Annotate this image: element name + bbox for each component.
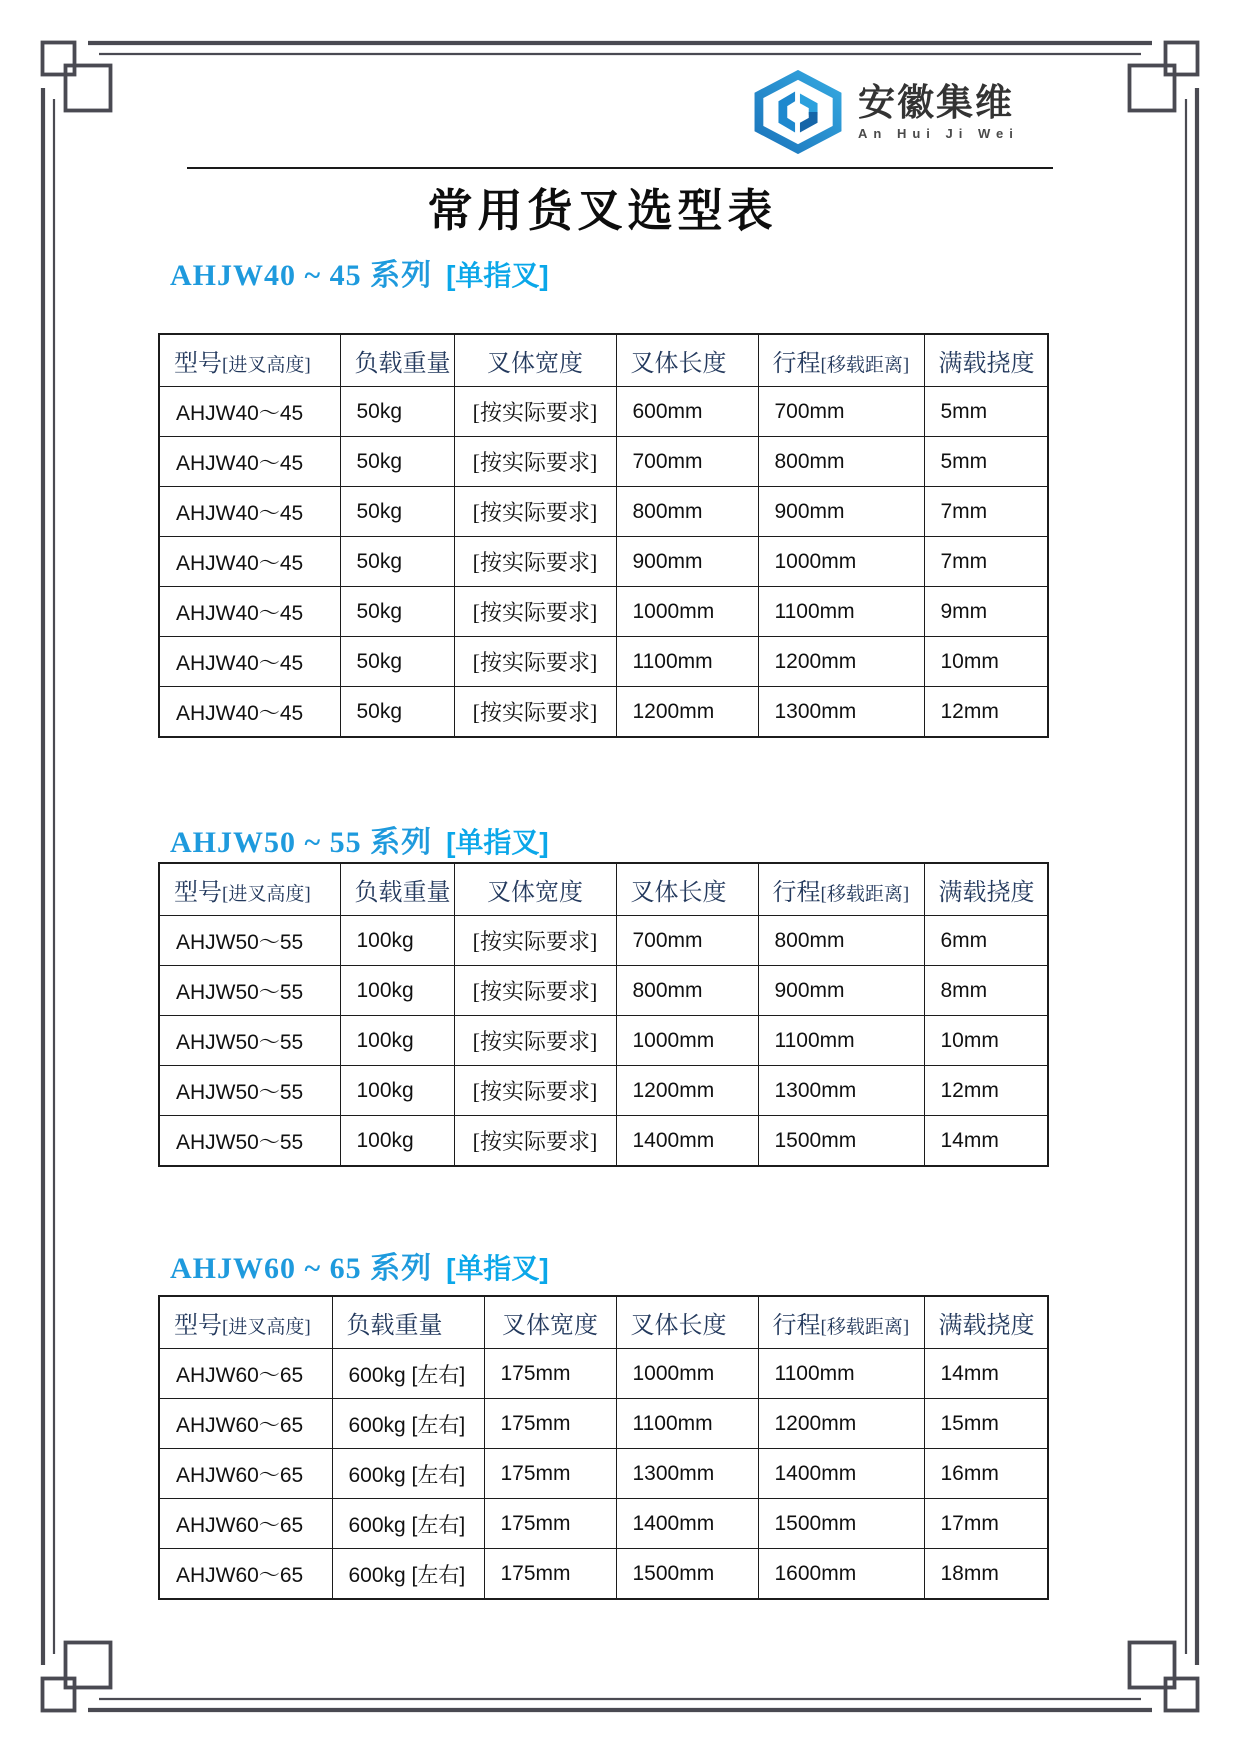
column-header-note: [进叉高度] (222, 355, 311, 376)
table-cell: 600kg [左右] (332, 1449, 484, 1499)
table-cell: [按实际要求] (454, 966, 616, 1016)
column-header-label: 型号 (174, 880, 222, 906)
table-cell: 14mm (924, 1116, 1048, 1167)
table-row (159, 387, 1048, 437)
table-cell: 100kg (340, 1016, 454, 1066)
column-header-label: 满载挠度 (938, 1313, 1035, 1339)
table-cell: AHJW60～65 (159, 1349, 332, 1399)
table-cell: 1100mm (758, 1016, 924, 1066)
table-cell: [按实际要求] (454, 687, 616, 738)
column-header (616, 863, 758, 916)
header-divider (187, 167, 1053, 169)
table-cell: 175mm (484, 1349, 616, 1399)
table-cell: 12mm (924, 1066, 1048, 1116)
table-cell: AHJW60～65 (159, 1549, 332, 1600)
table-cell: 800mm (758, 437, 924, 487)
table-cell: 175mm (484, 1399, 616, 1449)
table-cell: 7mm (924, 487, 1048, 537)
table-cell: 900mm (616, 537, 758, 587)
table-cell: [按实际要求] (454, 637, 616, 687)
table-cell: [按实际要求] (454, 387, 616, 437)
table-header-row (159, 1296, 1048, 1349)
table-cell: 700mm (758, 387, 924, 437)
column-header-label: 叉体宽度 (487, 880, 583, 906)
fork-type-tag: [单指叉] (446, 827, 549, 858)
column-header-note: [移载距离] (820, 355, 910, 376)
column-header (340, 863, 454, 916)
column-header (159, 1296, 332, 1349)
table-cell: 1000mm (616, 1016, 758, 1066)
company-name: 安徽集维 (858, 82, 1014, 124)
table-cell: 1400mm (616, 1116, 758, 1167)
column-header (924, 1296, 1048, 1349)
fork-type-tag: [单指叉] (446, 1253, 549, 1284)
table-cell: [按实际要求] (454, 1116, 616, 1167)
table-cell: AHJW50～55 (159, 916, 340, 966)
table-cell: 1100mm (758, 1349, 924, 1399)
table-cell: 100kg (340, 966, 454, 1016)
column-header-label: 型号 (174, 351, 222, 377)
table-cell: 1100mm (616, 1399, 758, 1449)
table-row (159, 1399, 1048, 1449)
table-cell: AHJW50～55 (159, 1116, 340, 1167)
table-cell: 18mm (924, 1549, 1048, 1600)
table-cell: AHJW60～65 (159, 1449, 332, 1499)
column-header (159, 334, 340, 387)
column-header (340, 334, 454, 387)
column-header-note: [进叉高度] (222, 884, 311, 905)
column-header-label: 叉体长度 (630, 1313, 727, 1339)
table-cell: 700mm (616, 916, 758, 966)
page-title: 常用货叉选型表 (427, 185, 778, 236)
table-cell: 17mm (924, 1499, 1048, 1549)
table-cell: [按实际要求] (454, 437, 616, 487)
table-cell: AHJW40～45 (159, 587, 340, 637)
column-header-label: 行程 (772, 351, 821, 377)
table-cell: 8mm (924, 966, 1048, 1016)
table-cell: 12mm (924, 687, 1048, 738)
table-cell: 50kg (340, 487, 454, 537)
table-cell: [按实际要求] (454, 916, 616, 966)
table-cell: [按实际要求] (454, 487, 616, 537)
company-name-pinyin: An Hui Ji Wei (858, 125, 1019, 141)
column-header (758, 863, 924, 916)
table-header-row (159, 863, 1048, 916)
column-header-label: 负载重量 (354, 880, 451, 906)
series-name: AHJW40 ~ 45 系列 (170, 259, 433, 292)
spec-table-ahjw60-65 (158, 1295, 1049, 1600)
table-row (159, 1499, 1048, 1549)
table-cell: 600kg [左右] (332, 1499, 484, 1549)
table-row (159, 1449, 1048, 1499)
company-logo (748, 70, 1019, 154)
table-cell: 1200mm (758, 1399, 924, 1449)
table-cell: 6mm (924, 916, 1048, 966)
table-cell: 600kg [左右] (332, 1349, 484, 1399)
table-row (159, 637, 1048, 687)
column-header (484, 1296, 616, 1349)
column-header-note: [进叉高度] (222, 1317, 311, 1338)
table-cell: 50kg (340, 437, 454, 487)
table-cell: 800mm (616, 966, 758, 1016)
table-cell: 100kg (340, 1066, 454, 1116)
fork-type-tag: [单指叉] (446, 260, 549, 291)
table-cell: 7mm (924, 537, 1048, 587)
table-cell: 10mm (924, 637, 1048, 687)
table-row (159, 437, 1048, 487)
table-cell: 1200mm (616, 1066, 758, 1116)
column-header-label: 行程 (772, 1313, 821, 1339)
column-header (616, 334, 758, 387)
table-cell: AHJW40～45 (159, 487, 340, 537)
table-cell: 175mm (484, 1549, 616, 1600)
column-header (159, 863, 340, 916)
table-cell: 175mm (484, 1449, 616, 1499)
table-cell: 1600mm (758, 1549, 924, 1600)
series-name: AHJW50 ~ 55 系列 (170, 826, 433, 859)
column-header-label: 叉体长度 (630, 351, 727, 377)
table-cell: 1000mm (758, 537, 924, 587)
table-row (159, 587, 1048, 637)
column-header (454, 334, 616, 387)
table-cell: AHJW40～45 (159, 437, 340, 487)
table-cell: 9mm (924, 587, 1048, 637)
column-header (758, 334, 924, 387)
table-row (159, 1116, 1048, 1167)
table-cell: AHJW40～45 (159, 637, 340, 687)
table-row (159, 487, 1048, 537)
table-cell: 50kg (340, 387, 454, 437)
table-cell: 175mm (484, 1499, 616, 1549)
table-cell: 1300mm (616, 1449, 758, 1499)
table-cell: 14mm (924, 1349, 1048, 1399)
table-cell: 1300mm (758, 687, 924, 738)
table-row (159, 1066, 1048, 1116)
table-row (159, 916, 1048, 966)
company-logo-icon (748, 70, 848, 154)
table-cell: 1100mm (616, 637, 758, 687)
table-row (159, 1349, 1048, 1399)
table-cell: 15mm (924, 1399, 1048, 1449)
table-cell: 1500mm (758, 1499, 924, 1549)
table-cell: 800mm (758, 916, 924, 966)
table-cell: 100kg (340, 1116, 454, 1167)
column-header-label: 叉体宽度 (487, 351, 583, 377)
table-cell: 1500mm (758, 1116, 924, 1167)
table-cell: 10mm (924, 1016, 1048, 1066)
table-cell: 5mm (924, 387, 1048, 437)
column-header (454, 863, 616, 916)
section-heading-ahjw40-45 (170, 250, 549, 294)
table-cell: 600kg [左右] (332, 1549, 484, 1600)
table-cell: 1100mm (758, 587, 924, 637)
table-cell: AHJW60～65 (159, 1399, 332, 1449)
section-heading-ahjw50-55 (170, 817, 549, 861)
table-cell: AHJW50～55 (159, 966, 340, 1016)
table-cell: 900mm (758, 487, 924, 537)
table-cell: 1400mm (758, 1449, 924, 1499)
table-row (159, 537, 1048, 587)
table-cell: [按实际要求] (454, 1016, 616, 1066)
spec-table-ahjw40-45 (158, 333, 1049, 738)
table-cell: [按实际要求] (454, 587, 616, 637)
table-header-row (159, 334, 1048, 387)
table-cell: AHJW60～65 (159, 1499, 332, 1549)
table-cell: 1000mm (616, 1349, 758, 1399)
section-heading-ahjw60-65 (170, 1243, 549, 1287)
table-row (159, 966, 1048, 1016)
series-name: AHJW60 ~ 65 系列 (170, 1252, 433, 1285)
column-header-note: [移载距离] (820, 1317, 910, 1338)
table-cell: [按实际要求] (454, 1066, 616, 1116)
column-header-label: 型号 (174, 1313, 222, 1339)
column-header-label: 叉体宽度 (502, 1313, 598, 1339)
column-header-label: 满载挠度 (938, 880, 1035, 906)
table-cell: AHJW40～45 (159, 537, 340, 587)
table-cell: AHJW40～45 (159, 687, 340, 738)
table-cell: 1000mm (616, 587, 758, 637)
table-cell: 16mm (924, 1449, 1048, 1499)
table-cell: 1400mm (616, 1499, 758, 1549)
table-cell: 50kg (340, 587, 454, 637)
table-cell: 100kg (340, 916, 454, 966)
table-cell: 50kg (340, 687, 454, 738)
table-cell: 1200mm (616, 687, 758, 738)
column-header-label: 负载重量 (346, 1313, 443, 1339)
table-cell: AHJW50～55 (159, 1016, 340, 1066)
table-cell: 800mm (616, 487, 758, 537)
table-cell: 600kg [左右] (332, 1399, 484, 1449)
table-row (159, 687, 1048, 738)
spec-table-ahjw50-55 (158, 862, 1049, 1167)
column-header-label: 负载重量 (354, 351, 451, 377)
table-cell: 900mm (758, 966, 924, 1016)
table-cell: AHJW50～55 (159, 1066, 340, 1116)
table-cell: 1500mm (616, 1549, 758, 1600)
table-cell: 5mm (924, 437, 1048, 487)
table-cell: 1300mm (758, 1066, 924, 1116)
table-cell: 600mm (616, 387, 758, 437)
company-logo-text (858, 83, 1019, 141)
table-cell: 1200mm (758, 637, 924, 687)
table-cell: [按实际要求] (454, 537, 616, 587)
column-header-label: 满载挠度 (938, 351, 1035, 377)
column-header (924, 334, 1048, 387)
table-cell: 700mm (616, 437, 758, 487)
table-cell: 50kg (340, 537, 454, 587)
column-header-label: 叉体长度 (630, 880, 727, 906)
table-row (159, 1016, 1048, 1066)
column-header-label: 行程 (772, 880, 821, 906)
table-row (159, 1549, 1048, 1600)
column-header (332, 1296, 484, 1349)
column-header (924, 863, 1048, 916)
column-header-note: [移载距离] (820, 884, 910, 905)
column-header (758, 1296, 924, 1349)
column-header (616, 1296, 758, 1349)
table-cell: 50kg (340, 637, 454, 687)
table-cell: AHJW40～45 (159, 387, 340, 437)
